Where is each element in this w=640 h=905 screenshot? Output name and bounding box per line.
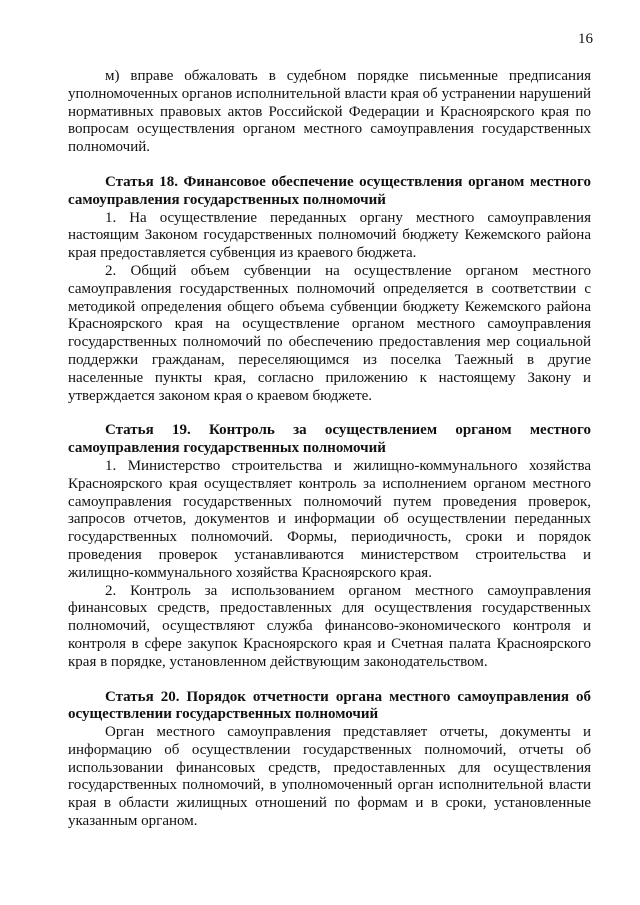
document-body	[68, 68, 591, 831]
article-18-paragraph-2: 2. Общий объем субвенции на осуществление органом местного самоуправления государственных полномочий определяется в соответствии с методикой определения общего объема субвенции бюджету Кежемского района Красноярского края на осуществление органом местного самоуправления государственных полномочий по обеспечению предоставления мер социальной поддержки гражданам, переселяющимся из поселка Таежный в другие населенные пункты края, согласно приложению к настоящему Закону и утверждается законом края о краевом бюджете.	[68, 262, 591, 404]
article-19-heading: Статья 19. Контроль за осуществлением органом местного самоуправления государственных полномочий	[68, 422, 591, 457]
article-18-heading: Статья 18. Финансовое обеспечение осуществления органом местного самоуправления государственных полномочий	[68, 173, 591, 208]
article-19-paragraph-1: 1. Министерство строительства и жилищно-коммунального хозяйства Красноярского края осуществляет контроль за исполнением органом местного самоуправления государственных полномочий путем проведения проверок, запросов отчетов, документов и информации об осуществлении переданных государственных полномочий. Формы, периодичность, сроки и порядок проведения проверок устанавливаются министерством строительства и жилищно-коммунального хозяйства Красноярского края.	[68, 457, 591, 581]
article-18-paragraph-1: 1. На осуществление переданных органу местного самоуправления настоящим Законом государственных полномочий бюджету Кежемского района края предоставляется субвенция из краевого бюджета.	[68, 209, 591, 262]
article-20-paragraph: Орган местного самоуправления представляет отчеты, документы и информацию об осуществлении государственных полномочий, отчеты об использовании финансовых средств, предоставленных для осуществления государственных полномочий, в уполномоченный орган исполнительной власти края в области жилищных отношений по формам и в сроки, установленные указанным органом.	[68, 724, 591, 830]
paragraph-item-m: м) вправе обжаловать в судебном порядке письменные предписания уполномоченных органов исполнительной власти края об устранении нарушений нормативных правовых актов Российской Федерации и Красноярского края по вопросам осуществления органом местного самоуправления государственных полномочий.	[68, 68, 591, 156]
article-20-heading: Статья 20. Порядок отчетности органа местного самоуправления об осуществлении государственных полномочий	[68, 688, 591, 723]
article-19-paragraph-2: 2. Контроль за использованием органом местного самоуправления финансовых средств, предоставленных для осуществления государственных полномочий, осуществляют служба финансово-экономического контроля и контроля в сфере закупок Красноярского края и Счетная палата Красноярского края в порядке, установленном действующим законодательством.	[68, 582, 591, 670]
page-number: 16	[578, 31, 593, 47]
